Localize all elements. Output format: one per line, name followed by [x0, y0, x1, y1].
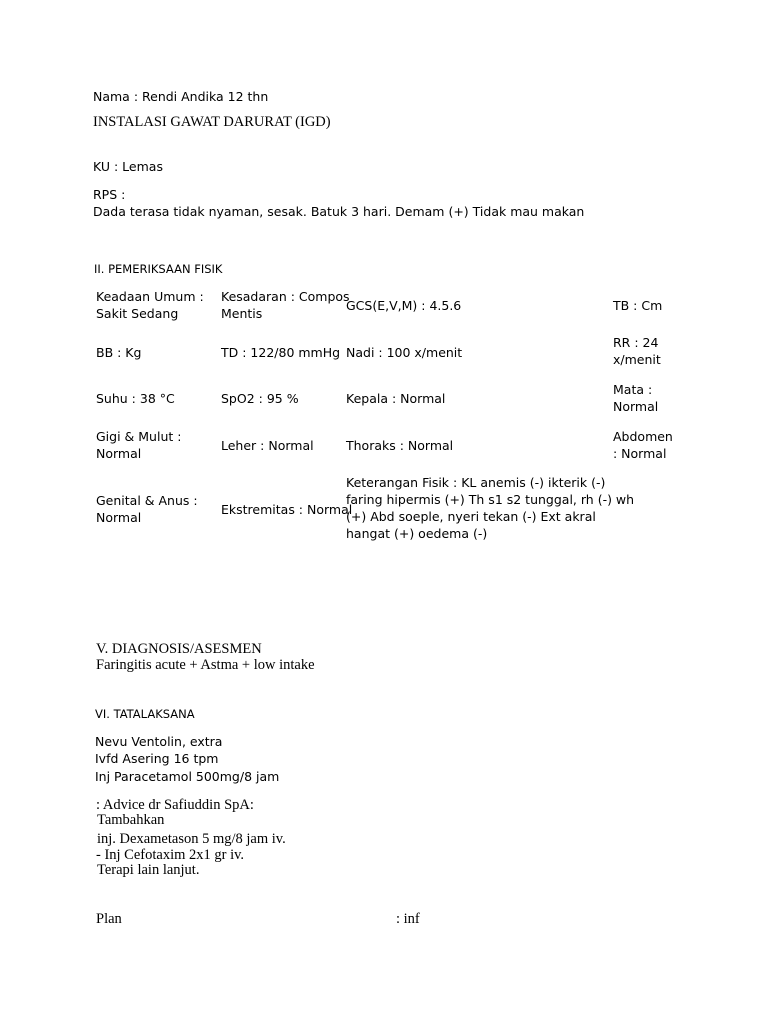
exam-cell	[96, 390, 175, 407]
exam-text: Normal	[96, 510, 142, 525]
exam-text: : Normal	[613, 446, 667, 461]
exam-cell	[221, 501, 352, 518]
exam-text: Ekstremitas : Normal	[221, 502, 353, 517]
advice-line: Tambahkan	[97, 812, 165, 828]
patient-name: Nama : Rendi Andika 12 thn	[93, 89, 269, 104]
exam-cell	[613, 381, 658, 415]
treatment-item: Inj Paracetamol 500mg/8 jam	[95, 769, 280, 784]
exam-text: Mentis	[221, 306, 263, 321]
exam-text: Sakit Sedang	[96, 306, 179, 321]
exam-cell	[346, 437, 453, 454]
exam-text: Normal	[96, 446, 142, 461]
rps-label: RPS :	[93, 187, 126, 202]
exam-text: Thoraks : Normal	[346, 438, 454, 453]
treatment-item: Nevu Ventolin, extra	[95, 734, 223, 749]
exam-text: Keterangan Fisik : KL anemis (-) ikterik (-)	[346, 475, 606, 490]
exam-cell	[221, 437, 314, 454]
diagnosis-heading: V. DIAGNOSIS/ASESMEN	[96, 641, 262, 657]
exam-text: Kepala : Normal	[346, 391, 446, 406]
treatment-item: Ivfd Asering 16 tpm	[95, 751, 219, 766]
diagnosis-text: Faringitis acute + Astma + low intake	[96, 657, 315, 673]
exam-cell	[96, 288, 204, 322]
exam-text: GCS(E,V,M) : 4.5.6	[346, 298, 462, 313]
physical-exam-heading: II. PEMERIKSAAN FISIK	[94, 262, 223, 276]
exam-text: TD : 122/80 mmHg	[221, 345, 341, 360]
exam-cell	[221, 390, 299, 407]
advice-line: : Advice dr Safiuddin SpA:	[96, 797, 254, 813]
exam-text: x/menit	[613, 352, 661, 367]
exam-cell	[221, 344, 340, 361]
unit-title: INSTALASI GAWAT DARURAT (IGD)	[93, 114, 331, 130]
exam-text: faring hipermis (+) Th s1 s2 tunggal, rh (-) wh	[346, 492, 635, 507]
exam-text: Kesadaran : Compos	[221, 289, 350, 304]
exam-cell	[346, 474, 634, 542]
exam-cell	[221, 288, 350, 322]
exam-text: Abdomen	[613, 429, 673, 444]
plan-label: Plan	[96, 911, 122, 927]
exam-cell	[96, 344, 141, 361]
advice-line: inj. Dexametason 5 mg/8 jam iv.	[97, 831, 286, 847]
exam-text: Suhu : 38 °C	[96, 391, 175, 406]
exam-cell	[613, 297, 662, 314]
exam-text: Nadi : 100 x/menit	[346, 345, 463, 360]
advice-line: Terapi lain lanjut.	[97, 862, 200, 878]
exam-cell	[346, 344, 462, 361]
exam-text: Leher : Normal	[221, 438, 314, 453]
treatment-heading: VI. TATALAKSANA	[95, 707, 195, 721]
rps-text: Dada terasa tidak nyaman, sesak. Batuk 3 hari. Demam (+) Tidak mau makan	[93, 204, 585, 219]
exam-text: RR : 24	[613, 335, 659, 350]
exam-text: TB : Cm	[613, 298, 663, 313]
advice-line: - Inj Cefotaxim 2x1 gr iv.	[96, 847, 245, 863]
exam-text: Normal	[613, 399, 659, 414]
exam-cell	[613, 428, 673, 462]
exam-cell	[96, 492, 198, 526]
exam-cell	[613, 334, 661, 368]
exam-cell	[96, 428, 181, 462]
exam-text: SpO2 : 95 %	[221, 391, 299, 406]
exam-cell	[346, 297, 461, 314]
exam-text: Keadaan Umum :	[96, 289, 204, 304]
exam-text: Genital & Anus :	[96, 493, 198, 508]
exam-text: Mata :	[613, 382, 653, 397]
exam-text: BB : Kg	[96, 345, 142, 360]
chief-complaint: KU : Lemas	[93, 159, 163, 174]
exam-text: Gigi & Mulut :	[96, 429, 182, 444]
exam-cell	[346, 390, 445, 407]
exam-text: hangat (+) oedema (-)	[346, 526, 488, 541]
plan-value: : inf	[396, 911, 420, 927]
exam-text: (+) Abd soeple, nyeri tekan (-) Ext akral	[346, 509, 596, 524]
